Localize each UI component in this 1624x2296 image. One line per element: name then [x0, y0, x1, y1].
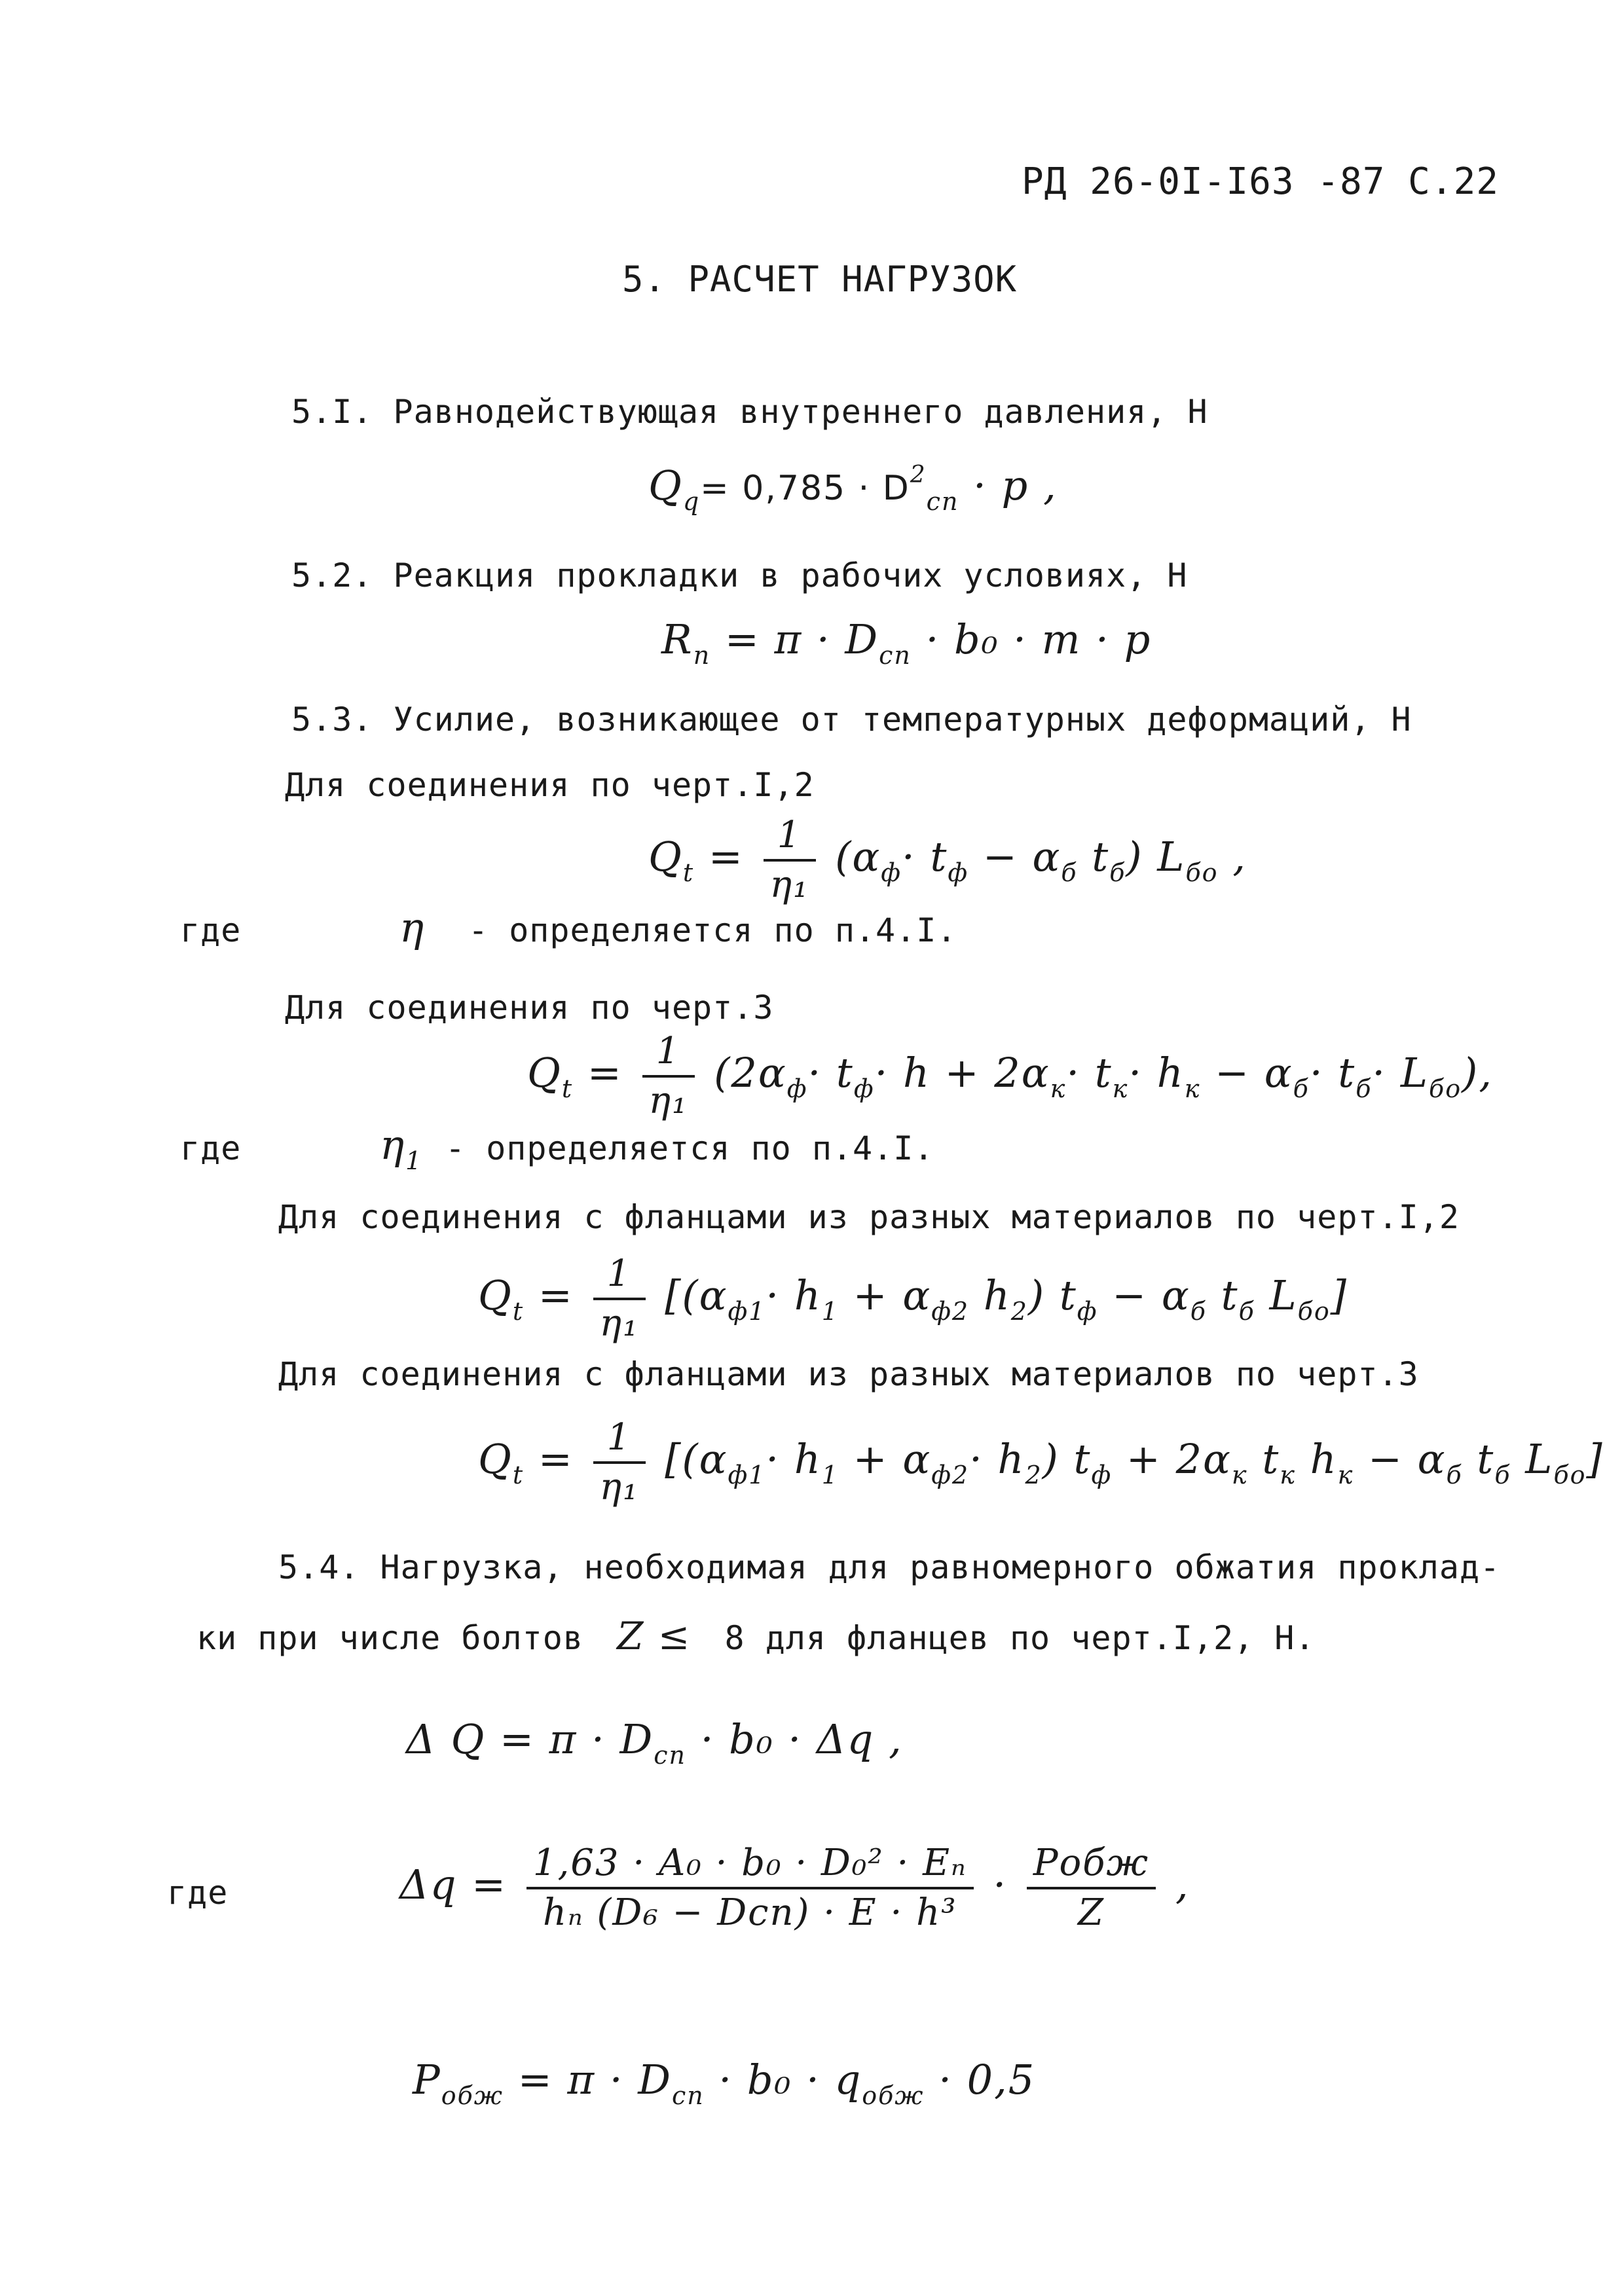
- joint-case-diff-1-2: Для соединения с фланцами из разных материалов по черт.I,2: [278, 1198, 1460, 1236]
- item-5-4-line2: ки при числе болтов Z ≤ 8 для фланцев по черт.I,2, Н.: [196, 1614, 1316, 1658]
- formula-5-1: $Q_q= 0,785 \cdot D^2_{сп} \cdot p$ ,: [648, 462, 1058, 516]
- item-5-2: 5.2. Реакция прокладки в рабочих условиях, Н: [291, 556, 1188, 594]
- joint-case-1-2: Для соединения по черт.I,2: [285, 766, 815, 804]
- section-title: 5. РАСЧЕТ НАГРУЗОК: [622, 259, 1018, 300]
- formula-5-3d: $Q_t$ = $\frac{1}{\text{η₁}}$ [$(\alpha_{ф1}\cdot h_1 + \alpha_{ф2}\cdot h_2) t_ф + 2\alpha_к$ $t_к$ $h_к - \alpha_б$ $t_б$ $L_{бо}$]: [478, 1414, 1604, 1511]
- eta-symbol-1: η: [399, 903, 426, 951]
- formula-5-4b: Δq = $\frac{\text{1,63 · A₀ · b₀ · D₀² · Eₙ}}{\text{hₙ (D₆ − Dсп) · E · h³}}$ · $\frac{\text{Pобж}}{Z}$ ,: [399, 1840, 1190, 1937]
- joint-case-diff-3: Для соединения с фланцами из разных материалов по черт.3: [278, 1355, 1419, 1393]
- formula-5-4a: Δ $Q = \pi \cdot D_{сп} \cdot b_0 \cdot \Delta q$ ,: [406, 1715, 903, 1770]
- fraction-1-over-eta: $\frac{1}{\text{η₁}}$: [593, 1250, 646, 1347]
- joint-case-3: Для соединения по черт.3: [285, 989, 774, 1027]
- formula-5-3a: $Q_t$ = $\frac{1}{\text{η₁}}$ ($\alpha_ф\cdot t_ф - \alpha_б$ $t_б$) $L_{бо}$ ,: [648, 812, 1247, 909]
- fraction-1-over-eta: $\frac{1}{\text{η₁}}$: [642, 1028, 695, 1125]
- where-desc-2: - определяется по п.4.I.: [445, 1129, 934, 1167]
- where-desc-1: - определяется по п.4.I.: [468, 911, 957, 949]
- item-5-1: 5.I. Равнодействующая внутреннего давления, Н: [291, 393, 1208, 431]
- formula-5-4c: $P_{обж} = \pi \cdot D_{сп} \cdot b_0 \cdot q_{обж} \cdot 0,5$: [413, 2056, 1036, 2110]
- item-5-4-line1: 5.4. Нагрузка, необходимая для равномерного обжатия проклад-: [278, 1548, 1501, 1586]
- where-label-2: где: [180, 1129, 242, 1167]
- doc-reference: РД 26-0I-I63 -87 С.22: [1022, 160, 1500, 203]
- fraction-1-over-eta: $\frac{1}{\text{η₁}}$: [593, 1414, 646, 1511]
- where-label-3: где: [167, 1874, 229, 1912]
- formula-5-2: $R_п = \pi \cdot D_{сп} \cdot b_0 \cdot m \cdot p$: [661, 615, 1152, 670]
- fraction-1-over-eta: $\frac{1}{\text{η₁}}$: [764, 812, 816, 909]
- fraction-delta-q: $\frac{\text{1,63 · A₀ · b₀ · D₀² · Eₙ}}{\text{hₙ (D₆ − Dсп) · E · h³}}$: [526, 1840, 974, 1937]
- formula-5-3b: $Q_t$ = $\frac{1}{\text{η₁}}$ $(2\alpha_ф\cdot t_ф\cdot h + 2\alpha_к\cdot t_к\cdot h_к - \alpha_б\cdot t_б\cdot L_{бо})$,: [527, 1028, 1493, 1125]
- fraction-p-over-z: $\frac{\text{Pобж}}{Z}$: [1027, 1840, 1156, 1937]
- z-symbol: Z ≤: [617, 1614, 692, 1658]
- where-label-1: где: [180, 911, 242, 949]
- eta-symbol-2: $\eta_1$: [380, 1121, 423, 1175]
- formula-5-3c: $Q_t$ = $\frac{1}{\text{η₁}}$ [($\alpha_{ф1}\cdot h_1 + \alpha_{ф2}$ $h_2$) $t_ф - \alpha_б$ $t_б$ $L_{бо}$]: [478, 1250, 1348, 1347]
- item-5-3: 5.3. Усилие, возникающее от температурных деформаций, Н: [291, 701, 1412, 738]
